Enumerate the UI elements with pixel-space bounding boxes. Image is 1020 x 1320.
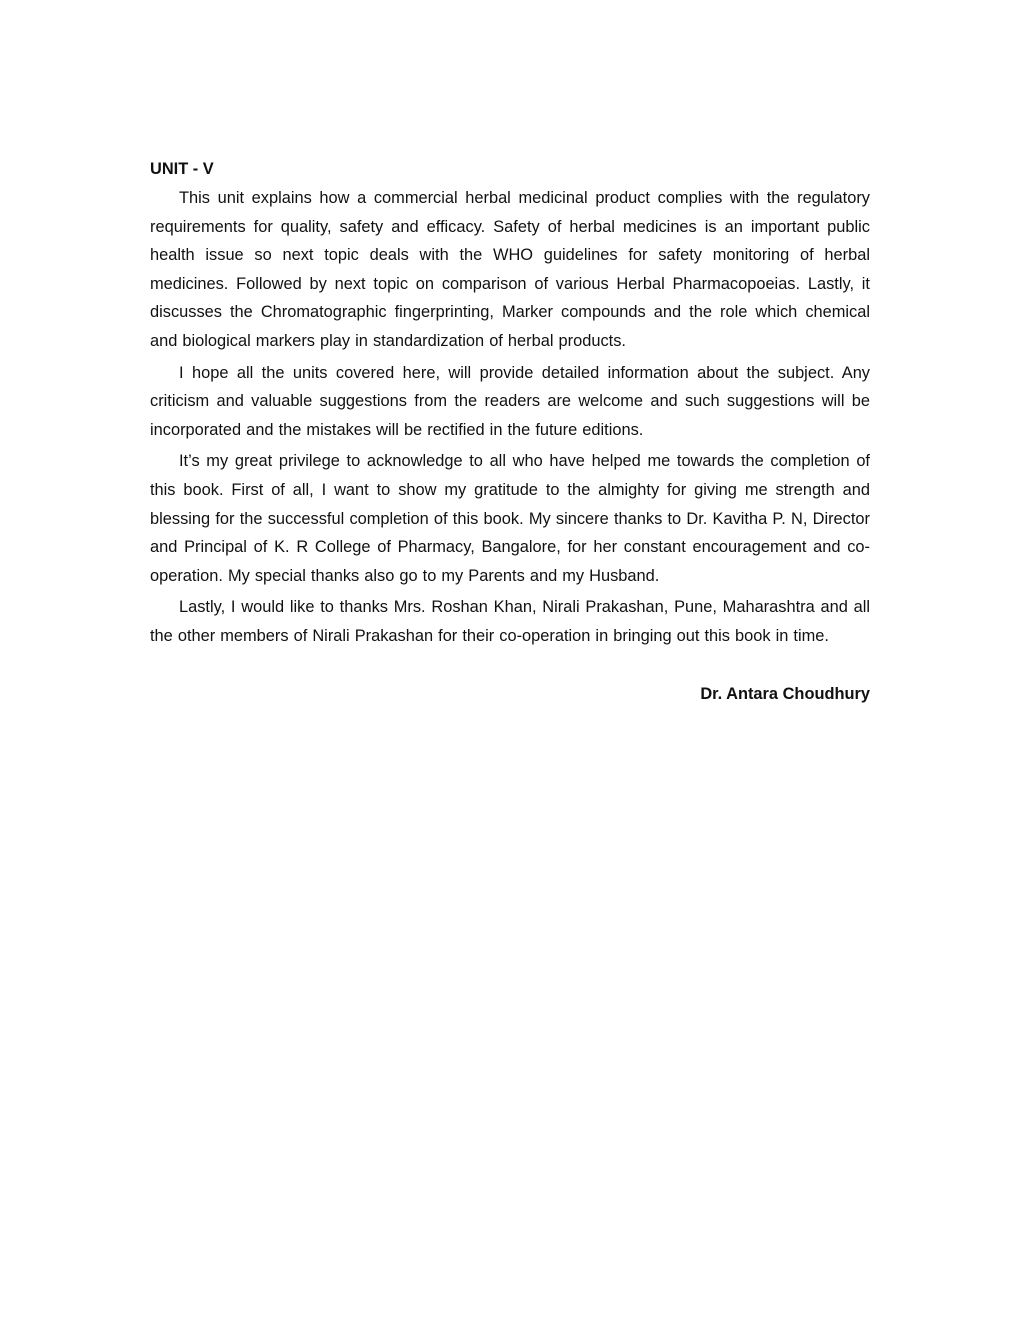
paragraph-hope: I hope all the units covered here, will provide detailed information about the subject. Any criticism and valuable suggestions from the readers are welcome and such suggestions will be incorporated and the mistakes will be rectified in the future editions. xyxy=(150,363,870,439)
paragraph-thanks: Lastly, I would like to thanks Mrs. Roshan Khan, Nirali Prakashan, Pune, Maharashtra and all the other members of Nirali Prakashan for their co-operation in bringing out this book in time. xyxy=(150,598,870,645)
paragraph-unit-summary: This unit explains how a commercial herbal medicinal product complies with the regulatory requirements for quality, safety and efficacy. Safety of herbal medicines is an important public health issue so next topic deals with the WHO guidelines for safety monitoring of herbal medicines. Followed by next topic on comparison of various Herbal Pharmacopoeias. Lastly, it discusses the Chromatographic fingerprinting, Marker compounds and the role which chemical and biological markers play in standardization of herbal products. xyxy=(150,189,870,350)
document-page xyxy=(150,156,870,708)
author-signature: Dr. Antara Choudhury xyxy=(700,684,870,703)
unit-heading: UNIT - V xyxy=(150,160,214,178)
paragraph-acknowledgement: It’s my great privilege to acknowledge to all who have helped me towards the completion of this book. First of all, I want to show my gratitude to the almighty for giving me strength and blessing for the successful completion of this book. My sincere thanks to Dr. Kavitha P. N, Director and Principal of K. R College of Pharmacy, Bangalore, for her constant encouragement and co-operation. My special thanks also go to my Parents and my Husband. xyxy=(150,452,870,585)
